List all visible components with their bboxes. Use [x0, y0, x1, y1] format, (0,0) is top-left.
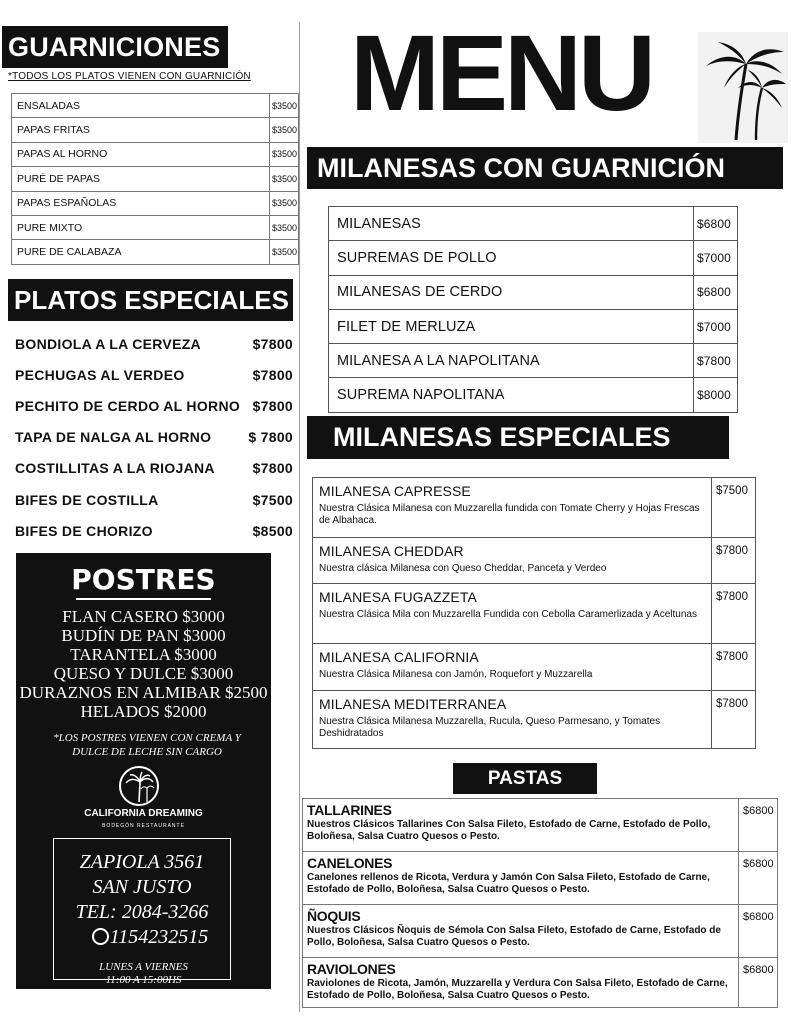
item-price: $ 7800 [248, 429, 293, 445]
item-name: FILET DE MERLUZA [329, 309, 694, 343]
item-price: $7800 [252, 367, 293, 383]
item-name: MILANESA CAPRESSE [319, 483, 471, 499]
item-cell [303, 799, 739, 852]
item-price: $7500 [712, 478, 756, 538]
item-desc: Canelones rellenos de Ricota, Verdura y Jamón Con Salsa Fileto, Estofado de Carne, Estofado de Pollo, Boloñesa, Salsa Cuatro Quesos o Pesto. [307, 872, 710, 895]
table-row [313, 644, 756, 691]
table-row [313, 478, 756, 538]
platos-especiales-title: PLATOS ESPECIALES [8, 279, 293, 321]
item-desc: Nuestra clásica Milanesa con Queso Cheddar, Panceta y Verdeo [319, 563, 607, 574]
list-item [15, 336, 295, 356]
city: SAN JUSTO [92, 876, 192, 898]
item-price: $3500 [269, 215, 298, 239]
item-price: $6800 [694, 207, 738, 241]
phone: TEL: 2084-3266 [75, 901, 209, 923]
table-row [329, 241, 738, 275]
list-item [15, 429, 295, 449]
table-row [329, 344, 738, 378]
item-name: SUPREMAS DE POLLO [329, 241, 694, 275]
item-name: SUPREMA NAPOLITANA [329, 378, 694, 412]
table-row [303, 958, 778, 1008]
pastas-title: PASTAS [453, 763, 597, 794]
item-price: $6800 [739, 852, 778, 905]
postres-note: *LOS POSTRES VIENEN CON CREMA Y DULCE DE LECHE SIN CARGO [53, 732, 241, 758]
item-cell [303, 852, 739, 905]
list-item [15, 460, 295, 480]
item-price: $3500 [269, 191, 298, 215]
list-item: FLAN CASERO $3000 [62, 607, 225, 626]
item-name: MILANESA MEDITERRANEA [319, 696, 507, 712]
item-cell [313, 584, 712, 644]
list-item [15, 492, 295, 512]
table-row [329, 378, 738, 412]
contact-box [53, 838, 231, 980]
item-name: PURE DE CALABAZA [12, 240, 270, 264]
item-price: $3500 [269, 240, 298, 264]
whatsapp-text: 1154232515 [109, 926, 209, 948]
item-price: $7000 [694, 241, 738, 275]
item-price: $6800 [739, 905, 778, 958]
guarniciones-note: *TODOS LOS PLATOS VIENEN CON GUARNICIÓN [8, 71, 251, 82]
palm-tree-icon [121, 768, 157, 804]
whatsapp-icon [92, 928, 109, 945]
table-row [313, 584, 756, 644]
item-name: MILANESA CHEDDAR [319, 543, 464, 559]
table-row [313, 538, 756, 584]
item-price: $8500 [252, 523, 293, 539]
item-name: TALLARINES [307, 802, 392, 818]
item-price: $7800 [712, 691, 756, 749]
item-price: $7800 [694, 344, 738, 378]
item-desc: Nuestros Clásicos Tallarines Con Salsa Fileto, Estofado de Carne, Estofado de Pollo, Boloñesa, Salsa Cuatro Quesos o Pesto. [307, 819, 711, 842]
item-price: $3500 [269, 142, 298, 166]
item-price: $3500 [269, 94, 298, 118]
brand-subtitle: BODEGÓN RESTAURANTE [102, 823, 185, 829]
item-name: PAPAS ESPAÑOLAS [12, 191, 270, 215]
table-row [12, 94, 299, 118]
list-item: QUESO Y DULCE $3000 [53, 664, 234, 683]
postres-panel [16, 553, 271, 989]
item-name: PAPAS FRITAS [12, 118, 270, 142]
list-item: HELADOS $2000 [80, 702, 207, 721]
item-price: $7800 [252, 336, 293, 352]
list-item: TARANTELA $3000 [70, 645, 217, 664]
list-item [15, 523, 295, 543]
item-price: $3500 [269, 118, 298, 142]
hours-days: LUNES A VIERNES [99, 961, 188, 973]
table-row [303, 852, 778, 905]
item-price: $7800 [712, 538, 756, 584]
item-desc: Nuestros Clásicos Ñoquis de Sémola Con Salsa Fileto, Estofado de Carne, Estofado de Pollo, Boloñesa, Salsa Cuatro Quesos o Pesto. [307, 925, 721, 948]
postres-underline [76, 598, 211, 600]
item-name: BONDIOLA A LA CERVEZA [15, 336, 201, 352]
table-row [329, 309, 738, 343]
palm-trees-icon [698, 32, 788, 143]
item-name: PECHUGAS AL VERDEO [15, 367, 185, 383]
item-price: $6800 [739, 958, 778, 1008]
item-price: $6800 [694, 275, 738, 309]
item-name: ÑOQUIS [307, 908, 361, 924]
column-divider [299, 22, 300, 1012]
whatsapp-number [54, 926, 230, 948]
table-row [303, 799, 778, 852]
table-row [313, 691, 756, 749]
item-name: MILANESA A LA NAPOLITANA [329, 344, 694, 378]
table-row [12, 142, 299, 166]
hours-time: 11:00 A 15:00HS [105, 974, 182, 986]
item-name: MILANESA FUGAZZETA [319, 589, 477, 605]
item-desc: Nuestra Clásica Milanesa con Muzzarella fundida con Tomate Cherry y Hojas Frescas de Albahaca. [319, 503, 700, 526]
item-name: BIFES DE COSTILLA [15, 492, 159, 508]
item-cell [313, 478, 712, 538]
palm-logo-icon [119, 766, 159, 806]
list-item [15, 367, 295, 387]
table-row [329, 275, 738, 309]
list-item: DURAZNOS EN ALMIBAR $2500 [19, 683, 268, 702]
table-row [12, 118, 299, 142]
item-price: $7800 [252, 398, 293, 414]
milanesas-especiales-table [312, 477, 756, 749]
item-cell [313, 538, 712, 584]
item-price: $7800 [712, 584, 756, 644]
item-cell [303, 958, 739, 1008]
list-item: BUDÍN DE PAN $3000 [61, 626, 226, 645]
item-price: $7500 [252, 492, 293, 508]
item-name: PURE MIXTO [12, 215, 270, 239]
item-price: $3500 [269, 167, 298, 191]
item-cell [303, 905, 739, 958]
table-row [12, 167, 299, 191]
guarniciones-title: GUARNICIONES [2, 26, 228, 68]
guarniciones-table [11, 93, 299, 265]
item-name: CANELONES [307, 855, 393, 871]
item-name: ENSALADAS [12, 94, 270, 118]
milanesas-title: MILANESAS CON GUARNICIÓN [307, 147, 783, 189]
item-name: RAVIOLONES [307, 961, 396, 977]
table-row [329, 207, 738, 241]
item-name: MILANESAS DE CERDO [329, 275, 694, 309]
item-name: MILANESA CALIFORNIA [319, 649, 479, 665]
table-row [12, 215, 299, 239]
item-desc: Nuestra Clásica Mila con Muzzarella Fundida con Cebolla Caramerlizada y Aceltunas [319, 609, 697, 620]
address: ZAPIOLA 3561 [79, 851, 205, 873]
table-row [12, 191, 299, 215]
table-row [12, 240, 299, 264]
item-desc: Raviolones de Ricota, Jamón, Muzzarella y Verdura Con Salsa Fileto, Estofado de Carne, Estofado de Pollo, Boloñesa, Salsa Cuatro Quesos o Pesto. [307, 978, 728, 1001]
milanesas-especiales-title: MILANESAS ESPECIALES [307, 416, 729, 459]
pastas-table [302, 798, 778, 1008]
item-cell [313, 644, 712, 691]
item-name: PECHITO DE CERDO AL HORNO [15, 398, 241, 414]
item-name: MILANESAS [329, 207, 694, 241]
item-name: TAPA DE NALGA AL HORNO [15, 429, 212, 445]
brand-name: CALIFORNIA DREAMING [84, 808, 203, 819]
milanesas-table [328, 206, 738, 413]
item-name: COSTILLITAS A LA RIOJANA [15, 460, 215, 476]
item-price: $7800 [712, 644, 756, 691]
item-price: $8000 [694, 378, 738, 412]
palm-tree-illustration [698, 32, 788, 143]
menu-title: MENU [350, 12, 652, 133]
postres-title: POSTRES [71, 563, 216, 596]
item-price: $6800 [739, 799, 778, 852]
item-name: BIFES DE CHORIZO [15, 523, 153, 539]
item-price: $7000 [694, 309, 738, 343]
item-name: PAPAS AL HORNO [12, 142, 270, 166]
list-item [15, 398, 295, 418]
item-desc: Nuestra Clásica Milanesa con Jamón, Roquefort y Muzzarella [319, 669, 593, 680]
item-price: $7800 [252, 460, 293, 476]
item-name: PURÉ DE PAPAS [12, 167, 270, 191]
item-cell [313, 691, 712, 749]
table-row [303, 905, 778, 958]
item-desc: Nuestra Clásica Milanesa Muzzarella, Rucula, Queso Parmesano, y Tomates Deshidratados [319, 716, 661, 739]
